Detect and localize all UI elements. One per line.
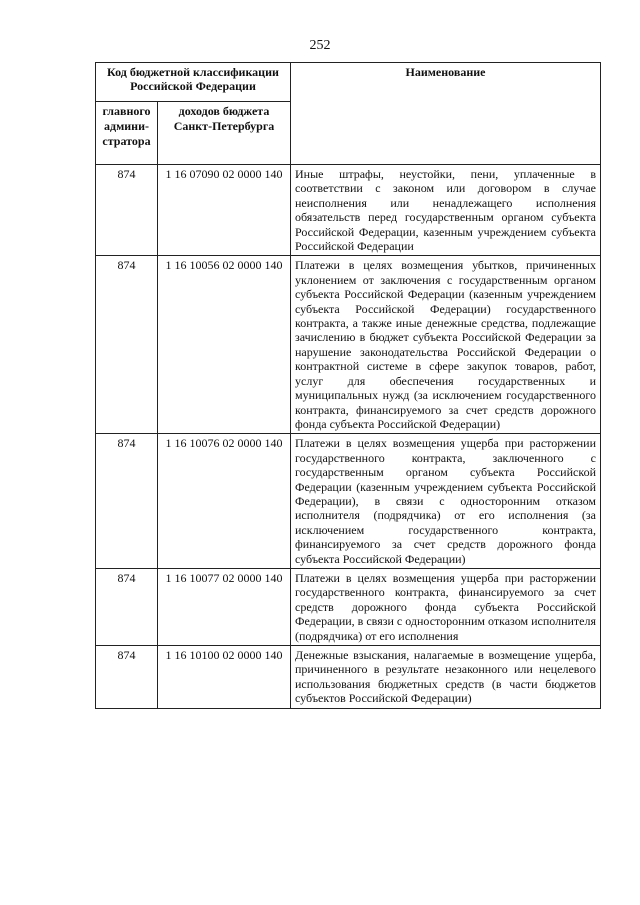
admin-code-cell: 874 [96, 434, 158, 569]
table-row [96, 256, 601, 434]
description-cell: Иные штрафы, неустойки, пени, уплаченные в соответствии с законом или договором в случае неисполнения или ненадлежащего исполнения обязательств перед государственным органом субъекта Российской Федерации, казенным учреждением субъекта Российской Федерации [291, 165, 601, 256]
header-row-group [96, 63, 601, 102]
header-revenue-code: доходов бюджета Санкт-Петербурга [158, 102, 291, 165]
page-number: 252 [309, 38, 331, 53]
admin-code-cell: 874 [96, 646, 158, 709]
admin-code-cell: 874 [96, 256, 158, 434]
admin-code-cell: 874 [96, 568, 158, 645]
description-cell: Платежи в целях возмещения ущерба при расторжении государственного контракта, финансируемого за счет средств дорожного фонда субъекта Российской Федерации, в связи с односторонним отказом исполнителя (подрядчика) от его исполнения [291, 568, 601, 645]
header-budget-classification-code: Код бюджетной классификации Российской Федерации [96, 63, 291, 102]
revenue-code-cell: 1 16 10056 02 0000 140 [158, 256, 291, 434]
header-name: Наименование [291, 63, 601, 165]
table-row [96, 165, 601, 256]
table-row [96, 434, 601, 569]
revenue-code-cell: 1 16 10077 02 0000 140 [158, 568, 291, 645]
admin-code-cell: 874 [96, 165, 158, 256]
description-cell: Платежи в целях возмещения ущерба при расторжении государственного контракта, заключенного с государственным органом субъекта Российской Федерации (казенным учреждением субъекта Российской Федерации), в связи с односторонним отказом исполнителя (подрядчика) от его исполнения (за исключением государственного контракта, финансируемого за счет средств дорожного фонда субъекта Российской Федерации) [291, 434, 601, 569]
revenue-code-cell: 1 16 10076 02 0000 140 [158, 434, 291, 569]
budget-classification-table [95, 62, 601, 709]
description-cell: Платежи в целях возмещения убытков, причиненных уклонением от заключения с государственным органом субъекта Российской Федерации (казенным учреждением субъекта Российской Федерации) государственного контракта, а также иные денежные средства, подлежащие зачислению в бюджет субъекта Российской Федерации за нарушение законодательства Российской Федерации о контрактной системе в сфере закупок товаров, работ, услуг для обеспечения государственных и муниципальных нужд (за исключением государственного контракта, финансируемого за счет средств дорожного фонда субъекта Российской Федерации) [291, 256, 601, 434]
table-row [96, 568, 601, 645]
table-row [96, 646, 601, 709]
revenue-code-cell: 1 16 10100 02 0000 140 [158, 646, 291, 709]
description-cell: Денежные взыскания, налагаемые в возмещение ущерба, причиненного в результате незаконного или нецелевого использования бюджетных средств (в части бюджетов субъектов Российской Федерации) [291, 646, 601, 709]
revenue-code-cell: 1 16 07090 02 0000 140 [158, 165, 291, 256]
header-chief-administrator: главного админи-стратора [96, 102, 158, 165]
